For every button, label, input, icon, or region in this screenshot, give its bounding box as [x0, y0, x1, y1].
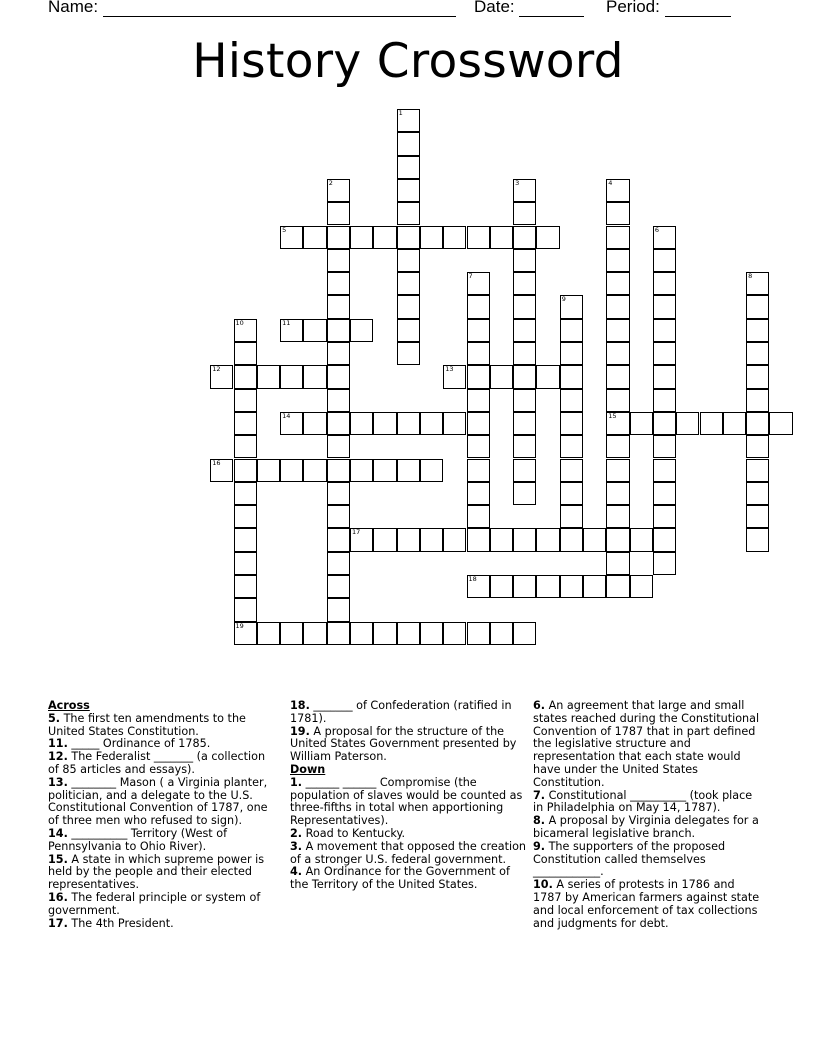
crossword-cell[interactable] [490, 622, 513, 645]
clue-number-label: 10 [235, 318, 244, 327]
clue-text: The first ten amendments to the United States Constitution. [48, 711, 246, 738]
crossword-cell[interactable] [234, 622, 257, 645]
crossword-cell[interactable] [327, 412, 350, 435]
crossword-cell[interactable] [303, 226, 326, 249]
crossword-cell[interactable] [653, 295, 676, 318]
clue-text: The Federalist _______ (a collection of 85 articles and essays). [48, 750, 266, 776]
crossword-cell[interactable] [327, 226, 350, 249]
clue-number: 18. [290, 699, 310, 712]
crossword-cell[interactable] [560, 295, 583, 318]
crossword-cell[interactable] [397, 459, 420, 482]
crossword-cell[interactable] [606, 272, 629, 295]
clue-number: 8. [533, 814, 546, 828]
clue-number: 14. [48, 826, 68, 840]
crossword-cell[interactable] [280, 459, 303, 482]
crossword-cell[interactable] [560, 575, 583, 598]
crossword-cell[interactable] [513, 412, 536, 435]
crossword-cell[interactable] [234, 412, 257, 435]
crossword-cell[interactable] [397, 179, 420, 202]
clue-number-label: 2 [328, 178, 333, 187]
crossword-cell[interactable] [700, 412, 723, 435]
clue-number: 9. [533, 839, 546, 853]
clue-text: A proposal for the structure of the United States Government presented by William Paterson. [290, 724, 517, 764]
crossword-cell[interactable] [303, 622, 326, 645]
clue-number: 10. [533, 878, 553, 892]
clue-text: ________ Mason ( a Virginia planter, politician, and a delegate to the U.S. Constitutional Convention of 1787, one of three men who refused to sign). [48, 775, 268, 828]
crossword-cell[interactable] [606, 342, 629, 365]
crossword-cell[interactable] [443, 412, 466, 435]
crossword-cell[interactable] [327, 342, 350, 365]
crossword-cell[interactable] [746, 342, 769, 365]
crossword-cell[interactable] [280, 412, 303, 435]
date-label: Date: [474, 0, 515, 16]
crossword-cell[interactable] [467, 505, 490, 528]
crossword-cell[interactable] [490, 528, 513, 551]
crossword-cell[interactable] [653, 435, 676, 458]
crossword-cell[interactable] [420, 226, 443, 249]
crossword-cell[interactable] [280, 365, 303, 388]
crossword-cell[interactable] [606, 435, 629, 458]
crossword-cell[interactable] [467, 272, 490, 295]
crossword-cell[interactable] [746, 412, 769, 435]
crossword-cell[interactable] [303, 365, 326, 388]
crossword-cell[interactable] [653, 505, 676, 528]
crossword-cell[interactable] [420, 622, 443, 645]
crossword-cell[interactable] [490, 226, 513, 249]
crossword-cell[interactable] [327, 202, 350, 225]
clue-number-label: 4 [608, 178, 613, 187]
crossword-cell[interactable] [606, 459, 629, 482]
crossword-cell[interactable] [350, 412, 373, 435]
crossword-cell[interactable] [606, 482, 629, 505]
crossword-cell[interactable] [606, 226, 629, 249]
clue-number: 7. [533, 788, 546, 802]
crossword-cell[interactable] [420, 528, 443, 551]
crossword-cell[interactable] [513, 528, 536, 551]
clue-number: 19. [290, 724, 310, 738]
name-label: Name: [48, 0, 99, 16]
clue-number-label: 19 [235, 621, 244, 630]
crossword-cell[interactable] [327, 622, 350, 645]
crossword-cell[interactable] [234, 389, 257, 412]
crossword-cell[interactable] [373, 412, 396, 435]
crossword-cell[interactable] [513, 342, 536, 365]
crossword-cell[interactable] [490, 365, 513, 388]
across-list-b [290, 700, 527, 764]
crossword-cell[interactable] [373, 622, 396, 645]
crossword-cell[interactable] [653, 365, 676, 388]
clue-number-label: 15 [608, 411, 617, 420]
clue-number-label: 6 [654, 225, 660, 234]
crossword-cell[interactable] [653, 412, 676, 435]
clue-number: 11. [48, 737, 68, 751]
crossword-cell[interactable] [560, 528, 583, 551]
crossword-cell[interactable] [257, 459, 280, 482]
clue-text: _____ Ordinance of 1785. [67, 737, 211, 751]
crossword-cell[interactable] [210, 459, 233, 482]
crossword-cell[interactable] [746, 435, 769, 458]
clue-item [533, 841, 765, 879]
crossword-cell[interactable] [560, 342, 583, 365]
clue-item [533, 700, 765, 790]
clue-item [48, 828, 273, 854]
crossword-cell[interactable] [653, 249, 676, 272]
crossword-cell[interactable] [583, 528, 606, 551]
crossword-cell[interactable] [653, 552, 676, 575]
crossword-cell[interactable] [746, 389, 769, 412]
crossword-cell[interactable] [513, 272, 536, 295]
crossword-cell[interactable] [560, 482, 583, 505]
clue-item [48, 892, 273, 918]
clue-number-label: 7 [468, 272, 473, 281]
crossword-cell[interactable] [397, 132, 420, 155]
crossword-cell[interactable] [397, 109, 420, 132]
clue-number: 4. [290, 865, 303, 879]
clue-number: 1. [290, 775, 303, 789]
clue-item [290, 700, 527, 726]
crossword-cell[interactable] [536, 575, 559, 598]
crossword-cell[interactable] [303, 459, 326, 482]
crossword-cell[interactable] [560, 365, 583, 388]
crossword-cell[interactable] [653, 482, 676, 505]
crossword-cell[interactable] [350, 622, 373, 645]
crossword-cell[interactable] [443, 226, 466, 249]
crossword-cell[interactable] [467, 295, 490, 318]
crossword-cell[interactable] [513, 435, 536, 458]
crossword-cell[interactable] [536, 226, 559, 249]
crossword-cell[interactable] [583, 575, 606, 598]
crossword-cell[interactable] [257, 622, 280, 645]
crossword-cell[interactable] [327, 552, 350, 575]
crossword-cell[interactable] [327, 319, 350, 342]
crossword-cell[interactable] [303, 412, 326, 435]
clue-number: 2. [290, 826, 303, 840]
crossword-cell[interactable] [769, 412, 792, 435]
clue-number: 15. [48, 852, 68, 866]
crossword-cell[interactable] [746, 482, 769, 505]
crossword-cell[interactable] [653, 319, 676, 342]
crossword-cell[interactable] [630, 528, 653, 551]
crossword-cell[interactable] [397, 295, 420, 318]
crossword-cell[interactable] [606, 179, 629, 202]
crossword-cell[interactable] [653, 342, 676, 365]
clue-item [48, 777, 273, 828]
clue-item [290, 726, 527, 764]
crossword-cell[interactable] [210, 365, 233, 388]
crossword-cell[interactable] [234, 319, 257, 342]
across-list-a [48, 713, 273, 931]
crossword-cell[interactable] [746, 459, 769, 482]
clue-number-label: 17 [352, 528, 361, 537]
crossword-cell[interactable] [234, 552, 257, 575]
crossword-cell[interactable] [327, 435, 350, 458]
crossword-cell[interactable] [397, 342, 420, 365]
crossword-cell[interactable] [513, 295, 536, 318]
crossword-cell[interactable] [606, 412, 629, 435]
crossword-cell[interactable] [373, 226, 396, 249]
crossword-cell[interactable] [653, 459, 676, 482]
crossword-cell[interactable] [467, 622, 490, 645]
clue-text: __________ Territory (West of Pennsylvania to Ohio River). [48, 826, 228, 853]
crossword-cell[interactable] [350, 319, 373, 342]
crossword-cell[interactable] [327, 249, 350, 272]
crossword-cell[interactable] [513, 249, 536, 272]
clue-item [290, 777, 527, 828]
across-heading: Across [48, 699, 90, 712]
down-list-a [290, 777, 527, 892]
crossword-cell[interactable] [676, 412, 699, 435]
crossword-cell[interactable] [490, 575, 513, 598]
crossword-cell[interactable] [234, 575, 257, 598]
clue-number: 17. [48, 916, 68, 930]
crossword-cell[interactable] [350, 226, 373, 249]
crossword-cell[interactable] [467, 482, 490, 505]
clue-item [533, 790, 765, 816]
crossword-cell[interactable] [327, 575, 350, 598]
clue-number-label: 12 [212, 365, 221, 374]
crossword-cell[interactable] [327, 272, 350, 295]
crossword-cell[interactable] [397, 156, 420, 179]
crossword-cell[interactable] [560, 319, 583, 342]
clue-item [48, 751, 273, 777]
crossword-cell[interactable] [280, 319, 303, 342]
crossword-cell[interactable] [257, 365, 280, 388]
crossword-cell[interactable] [350, 459, 373, 482]
clue-number-label: 9 [561, 295, 566, 304]
crossword-cell[interactable] [467, 435, 490, 458]
crossword-cell[interactable] [746, 505, 769, 528]
crossword-cell[interactable] [746, 295, 769, 318]
crossword-cell[interactable] [606, 365, 629, 388]
clue-number-label: 13 [445, 365, 454, 374]
crossword-cell[interactable] [653, 272, 676, 295]
clue-text: ______ ______ Compromise (the population of slaves would be counted as three-fifths in total when apportioning Representatives). [290, 775, 523, 828]
crossword-cell[interactable] [560, 505, 583, 528]
crossword-cell[interactable] [397, 226, 420, 249]
crossword-cell[interactable] [327, 598, 350, 621]
crossword-cell[interactable] [513, 202, 536, 225]
clue-text: Road to Kentucky. [302, 826, 406, 840]
crossword-cell[interactable] [443, 622, 466, 645]
crossword-cell[interactable] [536, 528, 559, 551]
crossword-cell[interactable] [630, 412, 653, 435]
clue-text: A proposal by Virginia delegates for a bicameral legislative branch. [533, 814, 759, 840]
down-list-b [533, 700, 765, 930]
clue-item [48, 713, 273, 739]
down-heading: Down [290, 762, 326, 776]
crossword-cell[interactable] [234, 365, 257, 388]
crossword-cell[interactable] [746, 365, 769, 388]
crossword-cell[interactable] [606, 249, 629, 272]
clue-item [533, 879, 765, 930]
crossword-cell[interactable] [443, 365, 466, 388]
crossword-cell[interactable] [373, 459, 396, 482]
crossword-cell[interactable] [653, 528, 676, 551]
crossword-cell[interactable] [513, 319, 536, 342]
crossword-cell[interactable] [327, 459, 350, 482]
clue-number: 12. [48, 750, 68, 764]
crossword-cell[interactable] [606, 575, 629, 598]
crossword-cell[interactable] [560, 435, 583, 458]
crossword-cell[interactable] [303, 319, 326, 342]
crossword-cell[interactable] [234, 482, 257, 505]
clue-number-label: 1 [398, 109, 403, 117]
crossword-cell[interactable] [606, 389, 629, 412]
clue-text: Constitutional __________ (took place in Philadelphia on May 14, 1787). [533, 788, 753, 815]
crossword-cell[interactable] [746, 319, 769, 342]
clue-text: A movement that opposed the creation of a stronger U.S. federal government. [290, 839, 526, 866]
crossword-cell[interactable] [467, 365, 490, 388]
clue-item [48, 918, 273, 931]
clue-number: 16. [48, 890, 68, 904]
crossword-cell[interactable] [327, 482, 350, 505]
crossword-cell[interactable] [327, 365, 350, 388]
crossword-cell[interactable] [560, 389, 583, 412]
crossword-cell[interactable] [513, 226, 536, 249]
clues-column-2 [290, 700, 527, 892]
crossword-cell[interactable] [746, 272, 769, 295]
crossword-cell[interactable] [723, 412, 746, 435]
crossword-cell[interactable] [536, 365, 559, 388]
crossword-cell[interactable] [606, 528, 629, 551]
clue-item [290, 841, 527, 867]
clue-number-label: 3 [515, 178, 520, 187]
crossword-cell[interactable] [234, 435, 257, 458]
crossword-cell[interactable] [467, 342, 490, 365]
clue-item [290, 866, 527, 892]
crossword-cell[interactable] [467, 226, 490, 249]
crossword-cell[interactable] [443, 528, 466, 551]
crossword-cell[interactable] [606, 202, 629, 225]
crossword-cell[interactable] [327, 179, 350, 202]
crossword-cell[interactable] [397, 249, 420, 272]
crossword-cell[interactable] [397, 319, 420, 342]
crossword-cell[interactable] [606, 505, 629, 528]
crossword-cell[interactable] [280, 226, 303, 249]
crossword-cell[interactable] [513, 179, 536, 202]
crossword-cell[interactable] [467, 575, 490, 598]
clue-number-label: 8 [748, 272, 753, 281]
crossword-cell[interactable] [350, 528, 373, 551]
crossword-cell[interactable] [653, 226, 676, 249]
crossword-cell[interactable] [513, 622, 536, 645]
clue-text: The federal principle or system of government. [48, 890, 261, 917]
crossword-cell[interactable] [630, 575, 653, 598]
crossword-cell[interactable] [513, 482, 536, 505]
clue-number-label: 16 [212, 458, 221, 467]
crossword-cell[interactable] [234, 598, 257, 621]
clue-number-label: 11 [282, 318, 291, 327]
crossword-cell[interactable] [397, 272, 420, 295]
crossword-cell[interactable] [513, 389, 536, 412]
clues-column-1 [48, 700, 273, 930]
clue-text: A series of protests in 1786 and 1787 by American farmers against state and local enforcement of tax collections and judgments for debt. [533, 878, 760, 930]
crossword-cell[interactable] [513, 459, 536, 482]
crossword-cell[interactable] [467, 459, 490, 482]
crossword-cell[interactable] [234, 342, 257, 365]
clue-number: 13. [48, 775, 68, 789]
crossword-cell[interactable] [234, 505, 257, 528]
crossword-cell[interactable] [327, 505, 350, 528]
crossword-cell[interactable] [234, 459, 257, 482]
crossword-cell[interactable] [467, 528, 490, 551]
clue-number: 5. [48, 711, 61, 725]
crossword-cell[interactable] [234, 528, 257, 551]
clues-column-3 [533, 700, 765, 930]
crossword-cell[interactable] [373, 528, 396, 551]
crossword-cell[interactable] [653, 389, 676, 412]
clue-number-label: 14 [282, 411, 291, 420]
crossword-cell[interactable] [397, 202, 420, 225]
crossword-cell[interactable] [327, 295, 350, 318]
crossword-cell[interactable] [513, 575, 536, 598]
page-title: History Crossword [192, 34, 624, 89]
crossword-cell[interactable] [397, 412, 420, 435]
clue-text: The 4th President. [67, 916, 174, 930]
clue-item [48, 854, 273, 892]
crossword-cell[interactable] [420, 412, 443, 435]
crossword-cell[interactable] [397, 528, 420, 551]
crossword-cell[interactable] [280, 622, 303, 645]
clue-number: 6. [533, 699, 546, 712]
crossword-cell[interactable] [606, 295, 629, 318]
clue-number-label: 18 [468, 575, 477, 583]
crossword-cell[interactable] [467, 319, 490, 342]
crossword-cell[interactable] [327, 389, 350, 412]
crossword-cell[interactable] [397, 622, 420, 645]
crossword-cell[interactable] [560, 459, 583, 482]
crossword-cell[interactable] [606, 552, 629, 575]
clue-item [533, 815, 765, 841]
crossword-cell[interactable] [560, 412, 583, 435]
period-label: Period: [606, 0, 660, 16]
clue-text: The supporters of the proposed Constitution called themselves ____________. [533, 839, 726, 879]
clue-text: _______ of Confederation (ratified in 1781). [290, 699, 512, 725]
clue-text: An Ordinance for the Government of the Territory of the United States. [290, 865, 510, 892]
crossword-cell[interactable] [606, 319, 629, 342]
clue-text: An agreement that large and small states reached during the Constitutional Convention of 1787 that in part defined the legislative structure and representation that each state would have under the United States Constitution. [533, 699, 760, 789]
crossword-cell[interactable] [746, 528, 769, 551]
clue-number-label: 5 [282, 225, 287, 234]
clue-text: A state in which supreme power is held by the people and their elected representatives. [48, 852, 265, 892]
crossword-cell[interactable] [327, 528, 350, 551]
crossword-cell[interactable] [467, 412, 490, 435]
crossword-cell[interactable] [420, 459, 443, 482]
crossword-cell[interactable] [513, 365, 536, 388]
clue-number: 3. [290, 839, 303, 853]
crossword-cell[interactable] [467, 389, 490, 412]
